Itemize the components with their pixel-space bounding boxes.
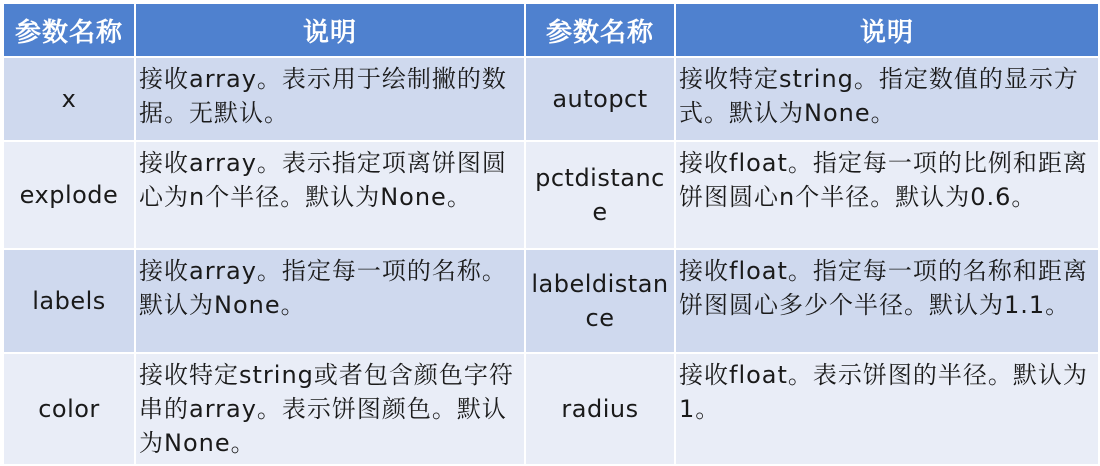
param-name-cell: color: [3, 353, 135, 465]
header-description-2: 说明: [675, 3, 1099, 57]
header-param-name-1: 参数名称: [3, 3, 135, 57]
param-description-cell: 接收float。表示饼图的半径。默认为1。: [675, 353, 1099, 465]
table-row: [3, 249, 1099, 353]
param-description-cell: 接收array。表示指定项离饼图圆心为n个半径。默认为None。: [135, 141, 525, 249]
param-description-cell: 接收array。指定每一项的名称。默认为None。: [135, 249, 525, 353]
param-name-cell: radius: [525, 353, 675, 465]
param-name-cell: autopct: [525, 57, 675, 141]
table-row: [3, 57, 1099, 141]
param-name-cell: explode: [3, 141, 135, 249]
header-description-1: 说明: [135, 3, 525, 57]
param-name-cell: labeldistance: [525, 249, 675, 353]
param-name-cell: labels: [3, 249, 135, 353]
param-description-cell: 接收float。指定每一项的名称和距离饼图圆心多少个半径。默认为1.1。: [675, 249, 1099, 353]
param-name-cell: x: [3, 57, 135, 141]
param-description-cell: 接收特定string。指定数值的显示方式。默认为None。: [675, 57, 1099, 141]
param-description-cell: 接收特定string或者包含颜色字符串的array。表示饼图颜色。默认为None。: [135, 353, 525, 465]
table-row: [3, 353, 1099, 465]
parameter-table: [2, 2, 1100, 466]
param-description-cell: 接收array。表示用于绘制撇的数据。无默认。: [135, 57, 525, 141]
param-description-cell: 接收float。指定每一项的比例和距离饼图圆心n个半径。默认为0.6。: [675, 141, 1099, 249]
table-row: [3, 141, 1099, 249]
header-row: [3, 3, 1099, 57]
param-name-cell: pctdistance: [525, 141, 675, 249]
header-param-name-2: 参数名称: [525, 3, 675, 57]
